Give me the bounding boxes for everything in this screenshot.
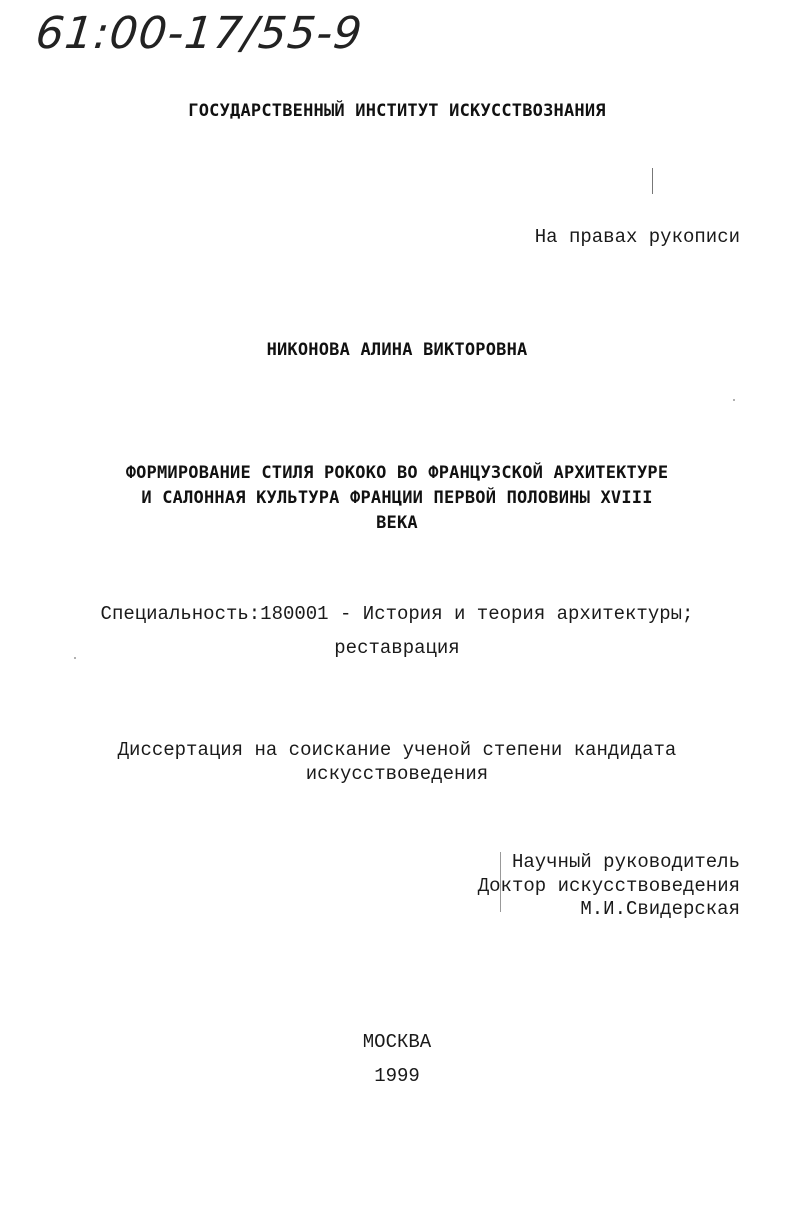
dissertation-title-line-3: ВЕКА <box>376 513 418 533</box>
supervisor-name: М.И.Свидерская <box>580 898 740 920</box>
scan-mark <box>652 168 653 194</box>
degree-line-2: искусствоведения <box>305 763 489 785</box>
supervisor-role: Научный руководитель <box>511 851 740 873</box>
scan-speck <box>74 657 76 659</box>
specialty-line-2: реставрация <box>334 637 460 659</box>
city: МОСКВА <box>362 1031 432 1053</box>
manuscript-note: На правах рукописи <box>534 226 740 248</box>
year: 1999 <box>374 1065 420 1087</box>
institute-name: ГОСУДАРСТВЕННЫЙ ИНСТИТУТ ИСКУССТВОЗНАНИЯ <box>188 101 606 121</box>
author-name: НИКОНОВА АЛИНА ВИКТОРОВНА <box>266 340 528 360</box>
supervisor-degree: Доктор искусствоведения <box>477 875 740 897</box>
handwritten-archive-code: 61:00-17/55-9 <box>33 8 366 59</box>
dissertation-title-line-2: И САЛОННАЯ КУЛЬТУРА ФРАНЦИИ ПЕРВОЙ ПОЛОВИНЫ XVIII <box>141 488 653 508</box>
scan-speck <box>733 399 735 401</box>
specialty-line-1: Специальность:180001 - История и теория архитектуры; <box>100 603 694 625</box>
degree-line-1: Диссертация на соискание ученой степени кандидата <box>117 739 677 761</box>
dissertation-title-line-1: ФОРМИРОВАНИЕ СТИЛЯ РОКОКО ВО ФРАНЦУЗСКОЙ АРХИТЕКТУРЕ <box>125 463 669 483</box>
